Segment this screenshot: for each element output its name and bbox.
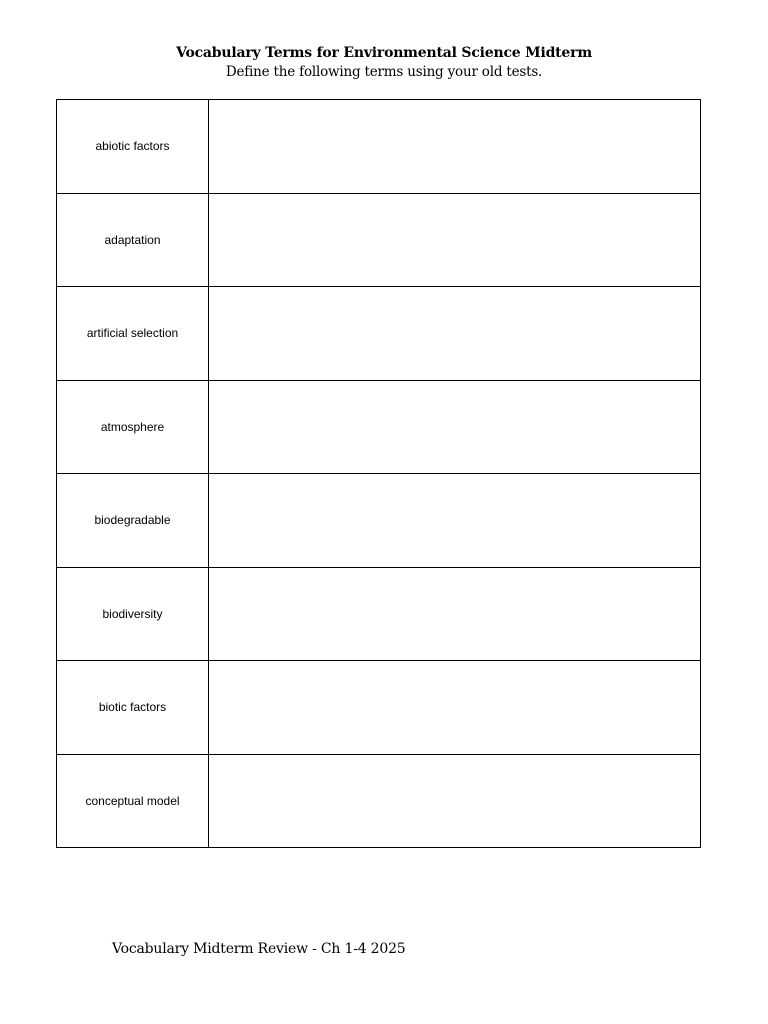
term-cell: adaptation bbox=[57, 193, 209, 287]
definition-cell[interactable] bbox=[209, 474, 701, 568]
term-cell: conceptual model bbox=[57, 754, 209, 848]
table-row bbox=[57, 100, 701, 194]
term-cell: abiotic factors bbox=[57, 100, 209, 194]
worksheet-instructions: Define the following terms using your old tests. bbox=[225, 64, 543, 80]
definition-cell[interactable] bbox=[209, 100, 701, 194]
definition-cell[interactable] bbox=[209, 754, 701, 848]
table-row bbox=[57, 287, 701, 381]
worksheet-title: Vocabulary Terms for Environmental Science Midterm bbox=[176, 45, 592, 61]
term-cell: biotic factors bbox=[57, 661, 209, 755]
table-row bbox=[57, 661, 701, 755]
definition-cell[interactable] bbox=[209, 380, 701, 474]
term-cell: atmosphere bbox=[57, 380, 209, 474]
table-row bbox=[57, 474, 701, 568]
term-cell: biodegradable bbox=[57, 474, 209, 568]
term-cell: biodiversity bbox=[57, 567, 209, 661]
definition-cell[interactable] bbox=[209, 193, 701, 287]
table-row bbox=[57, 193, 701, 287]
definition-cell[interactable] bbox=[209, 567, 701, 661]
table-row bbox=[57, 567, 701, 661]
worksheet-header bbox=[0, 44, 768, 81]
definition-cell[interactable] bbox=[209, 287, 701, 381]
table-row bbox=[57, 754, 701, 848]
definition-cell[interactable] bbox=[209, 661, 701, 755]
table-row bbox=[57, 380, 701, 474]
term-cell: artificial selection bbox=[57, 287, 209, 381]
page-footer: Vocabulary Midterm Review - Ch 1-4 2025 bbox=[112, 941, 406, 957]
vocabulary-table bbox=[56, 99, 701, 848]
